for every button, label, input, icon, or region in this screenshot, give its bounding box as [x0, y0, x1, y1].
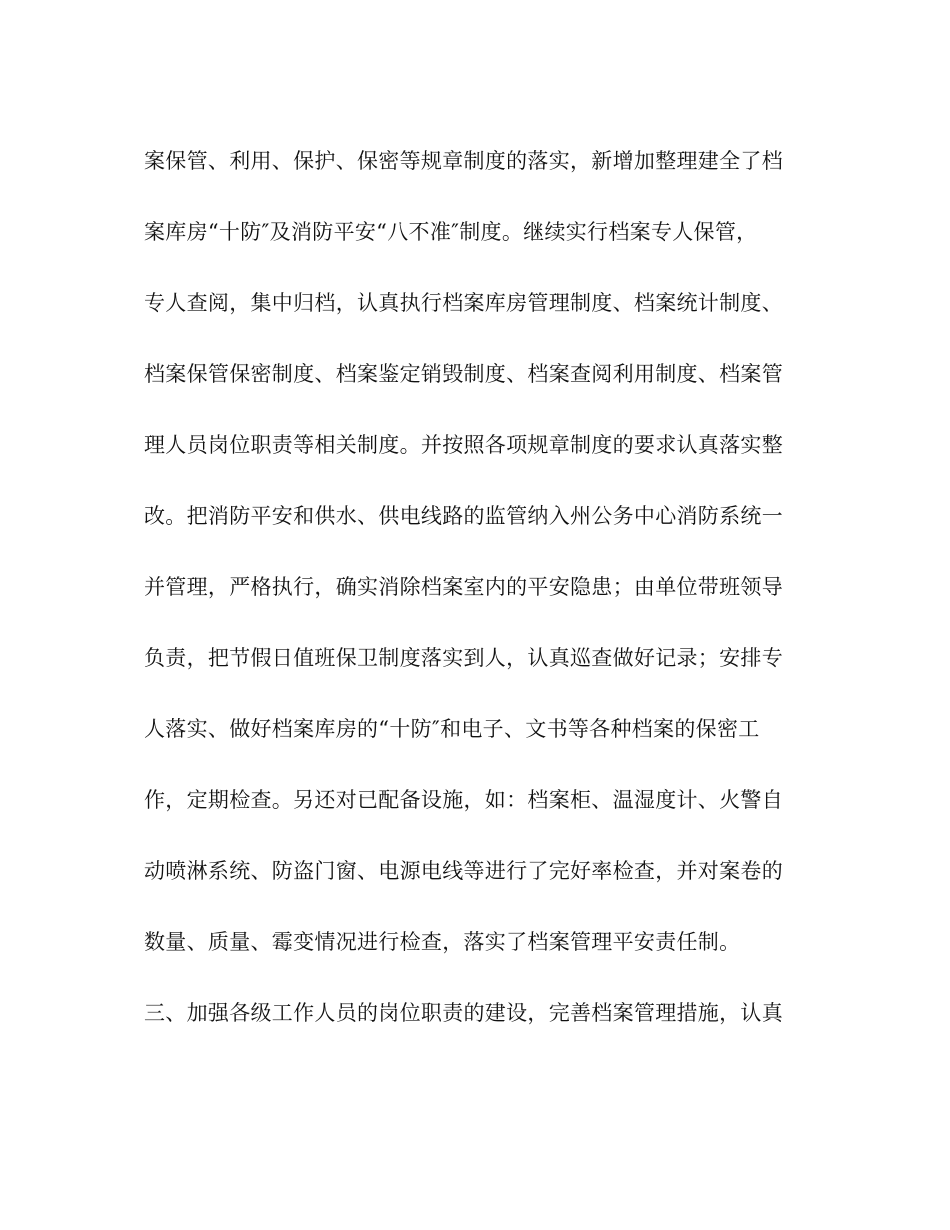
text-line: 案库房“十防″及消防平安“八不准″制度。继续实行档案专人保管， [144, 220, 758, 244]
text-line: 案保管、利用、保护、保密等规章制度的落实，新增加整理建全了档 [144, 149, 783, 173]
text-line: 动喷淋系统、防盗门窗、电源电线等进行了完好率检查，并对案卷的 [144, 859, 783, 883]
text-line: 改。把消防平安和供水、供电线路的监管纳入州公务中心消防系统一 [144, 504, 783, 528]
text-line: 数量、质量、霉变情况进行检查，落实了档案管理平安责任制。 [144, 930, 741, 954]
text-line: 作，定期检查。另还对已配备设施，如：档案柜、温湿度计、火警自 [144, 788, 783, 812]
body-text [144, 134, 804, 1057]
text-line: 专人查阅，集中归档，认真执行档案库房管理制度、档案统计制度、 [144, 291, 783, 315]
section-heading-line: 三、加强各级工作人员的岗位职责的建设，完善档案管理措施，认真 [144, 1001, 783, 1025]
text-line: 人落实、做好档案库房的“十防″和电子、文书等各种档案的保密工 [144, 717, 760, 741]
text-line: 档案保管保密制度、档案鉴定销毁制度、档案查阅利用制度、档案管 [144, 362, 783, 386]
text-line: 理人员岗位职责等相关制度。并按照各项规章制度的要求认真落实整 [144, 433, 783, 457]
text-line: 并管理，严格执行，确实消除档案室内的平安隐患；由单位带班领导 [144, 575, 783, 599]
text-line: 负责，把节假日值班保卫制度落实到人，认真巡查做好记录；安排专 [144, 646, 783, 670]
